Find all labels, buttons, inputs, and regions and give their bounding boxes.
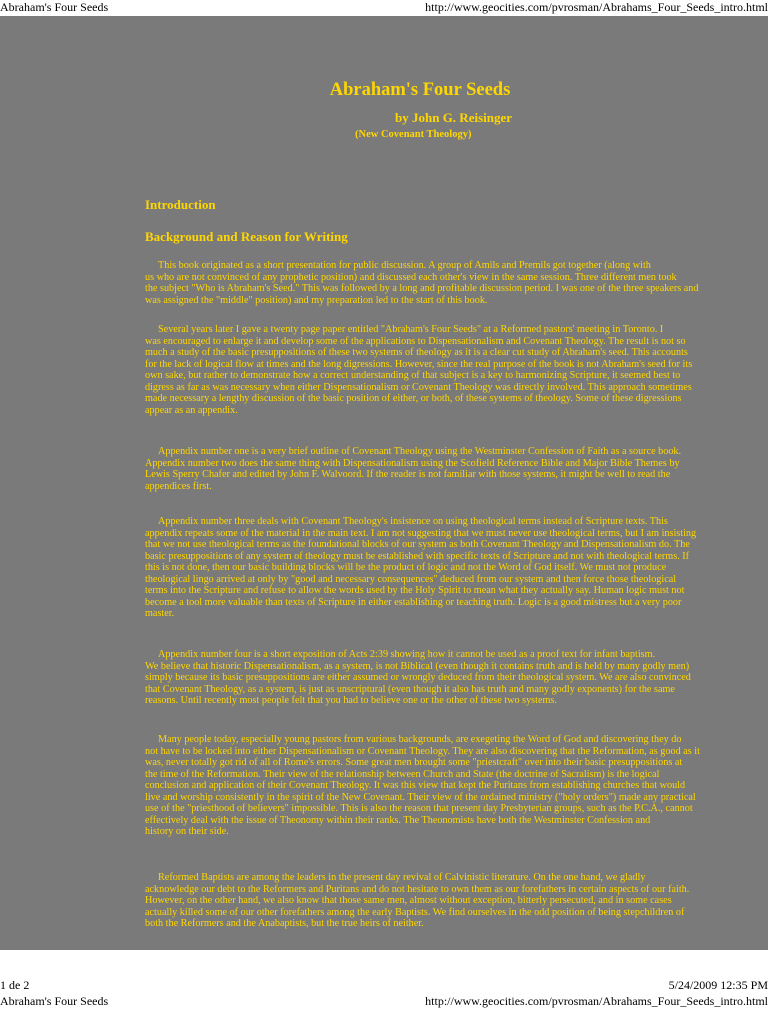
paragraph-line: reasons. Until recently most people felt that you had to believe one or the other of these two systems. [145, 695, 557, 706]
paragraph-7 [145, 872, 768, 930]
paragraph-line: Many people today, especially young pastors from various backgrounds, are exegeting the Word of God and discovering they do [158, 734, 682, 745]
document-subtitle: (New Covenant Theology) [355, 129, 472, 140]
paragraph-line: the subject "Who is Abraham's Seed." This was followed by a long and profitable discussion period. I was one of the three speakers and [145, 283, 699, 294]
paragraph-line: master. [145, 608, 175, 619]
paragraph-line: Lewis Sperry Chafer and edited by John F. Walvoord. If the reader is not familiar with those systems, it might be well to read the [145, 469, 671, 480]
paragraph-line: was assigned the "middle" position) and my preparation led to the start of this book. [145, 294, 488, 306]
paragraph-line: much a study of the basic presuppositions of these two systems of theology as it is a clear cut study of Abraham's seed. This accounts [145, 347, 688, 358]
paragraph-line: terms into the Scripture and refuse to allow the words used by the Holy Spirit to mean what they actually say. Human logic must not [145, 585, 685, 596]
paragraph-3 [145, 446, 768, 492]
paragraph-line: become a tool more valuable than texts of Scripture in either establishing or teaching truth. Logic is a good mistress but a very poor [145, 596, 682, 608]
print-header-url: http://www.geocities.com/pvrosman/Abrahams_Four_Seeds_intro.html [425, 0, 768, 14]
paragraph-line: use of the "priesthood of believers" impossible. This is also the reason that present day Presbyterian groups, such as the P.C.A., cannot [145, 803, 693, 814]
document-content [0, 16, 768, 950]
page-body [0, 16, 768, 950]
paragraph-line: history on their side. [145, 826, 229, 837]
paragraph-line: for the lack of logical flow at times and the long digressions. However, since the real purpose of the book is not Abraham's seed for its [145, 358, 693, 370]
paragraph-line: conclusion and application of their Covenant Theology. It was this view that kept the Puritans from establishing churches that would [145, 780, 686, 791]
paragraph-line: not have to be locked into either Dispensationalism or Covenant Theology. They are also discovering that the Reformation, as good as it [145, 745, 700, 757]
paragraph-line: Appendix number four is a short exposition of Acts 2:39 showing how it cannot be used as a proof text for infant baptism. [158, 649, 656, 660]
paragraph-line: We believe that historic Dispensationalism, as a system, is not Biblical (even though it contains truth and is held by many godly men) [145, 660, 690, 672]
paragraph-line: was encouraged to enlarge it and develop some of the applications to Dispensationalism and Covenant Theology. The result is not so [145, 335, 686, 347]
paragraph-line: both the Reformers and the Anabaptists, but the true heirs of neither. [145, 918, 424, 929]
print-timestamp: 5/24/2009 12:35 PM [668, 978, 768, 992]
paragraph-line: Reformed Baptists are among the leaders in the present day revival of Calvinistic literature. On the one hand, we gladly [158, 872, 646, 883]
paragraph-4 [145, 516, 768, 620]
document-title: Abraham's Four Seeds [329, 80, 511, 100]
paragraph-line: acknowledge our debt to the Reformers and Puritans and do not hesitate to own them as our forefathers in certain aspects of our faith. [145, 883, 690, 895]
paragraph-line: digress as far as was necessary when either Dispensationalism or Covenant Theology was directly involved. This approach sometimes [145, 381, 692, 393]
paragraph-line: was, never totally got rid of all of Rome's errors. Some great men brought some "priestcraft" over into their basic presuppositions at [145, 757, 683, 768]
print-header-title: Abraham's Four Seeds [0, 994, 109, 1008]
paragraph-line: However, on the other hand, we also know that those same men, almost without exception, bitterly persecuted, and in some cases [145, 895, 672, 906]
paragraph-line: Appendix number one is a very brief outline of Covenant Theology using the Westminster Confession of Faith as a source book. [158, 446, 682, 457]
paragraph-5 [145, 649, 768, 707]
paragraph-line: simply because its basic presuppositions are either assumed or wrongly deduced from their theological system. We are also convinced [145, 672, 691, 683]
paragraph-line: appendix repeats some of the material in the main text. I am not suggesting that we must never use theological terms, but I am insisting [145, 527, 697, 539]
paragraph-1 [145, 260, 768, 306]
background-heading: Background and Reason for Writing [145, 229, 348, 244]
paragraph-line: This book originated as a short presentation for public discussion. A group of Amils and Premils got together (along with [158, 260, 651, 271]
paragraph-line: basic presuppositions of any system of theology must be established with specific texts of Scripture and not with theological terms. If [145, 550, 690, 562]
print-header-next-page [0, 994, 768, 1009]
paragraph-line: that we not use theological terms as the foundational blocks of our system as both Covenant Theology and Dispensationalism do. The [145, 539, 690, 550]
paragraph-line: that Covenant Theology, as a system, is just as unscriptural (even though it also has truth and many godly exponents) for the same [145, 683, 675, 695]
introduction-heading: Introduction [145, 197, 216, 212]
paragraph-line: appendices first. [145, 480, 212, 492]
page-number: 1 de 2 [0, 978, 30, 992]
paragraph-line: Appendix number three deals with Covenant Theology's insistence on using theological terms instead of Scripture texts. This [158, 516, 668, 527]
paragraph-line: theological lingo arrived at only by "good and necessary consequences" deduced from our system and then force those theological [145, 573, 677, 585]
paragraph-line: actually killed some of our other forefathers among the early Baptists. We find ourselves in the odd position of being stepchildren of [145, 906, 685, 918]
paragraph-line: us who are not convinced of any prophetic position) and discussed each other's view in the same session. Three different men took [145, 271, 677, 283]
paragraph-line: this is not done, then our basic building blocks will be the product of logic and not the Word of God itself. We must not produce [145, 562, 667, 573]
paragraph-line: live and worship consistently in the spirit of the New Covenant. Their view of the ordained ministry ("holy orders") made any practical [145, 791, 696, 803]
print-header [0, 0, 768, 15]
paragraph-line: the time of the Reformation. Their view of the relationship between Church and State (the doctrine of Sacralism) is the logical [145, 768, 660, 780]
paragraph-2 [145, 324, 768, 416]
document-author: by John G. Reisinger [395, 110, 513, 125]
print-header-title: Abraham's Four Seeds [0, 0, 109, 14]
paragraph-line: own sake, but rather to demonstrate how a correct understanding of that subject is a key to harmonizing Scripture, it seemed best to [145, 370, 681, 381]
print-header-url: http://www.geocities.com/pvrosman/Abrahams_Four_Seeds_intro.html [425, 994, 768, 1008]
paragraph-line: effectively deal with the issue of Theonomy within their ranks. The Theonomists have both the Westminster Confession and [145, 814, 651, 826]
paragraph-line: appear as an appendix. [145, 404, 238, 416]
paragraph-6 [145, 734, 768, 838]
print-footer [0, 978, 768, 993]
paragraph-line: made necessary a lengthy discussion of the basic position of either, or both, of these systems of theology. Some of these digressions [145, 393, 682, 404]
paragraph-line: Appendix number two does the same thing with Dispensationalism using the Scofield Reference Bible and Major Bible Themes by [145, 457, 680, 469]
paragraph-line: Several years later I gave a twenty page paper entitled "Abraham's Four Seeds" at a Reformed pastors' meeting in Toronto. I [158, 324, 664, 335]
